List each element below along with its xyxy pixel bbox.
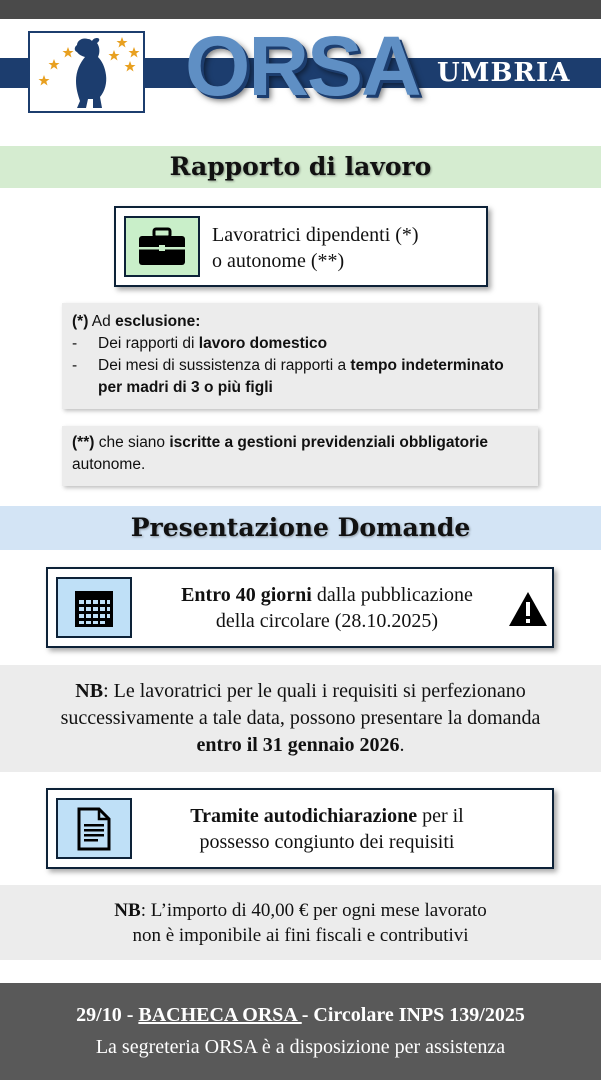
- exclusion-item-text: [98, 333, 327, 355]
- workers-line-1: Lavoratrici dipendenti (*): [212, 224, 419, 246]
- bacheca-orsa-link[interactable]: BACHECA ORSA: [138, 1004, 302, 1026]
- nb-amount-line-1: [0, 898, 601, 923]
- footer-line-2: La segreteria ORSA è a disposizione per assistenza: [95, 1036, 506, 1058]
- note-text: che siano: [94, 434, 170, 451]
- nb-label: NB: [75, 680, 104, 702]
- list-dash: -: [72, 357, 78, 374]
- note-mark: (**): [72, 434, 95, 451]
- deadline-line-2: della circolare (28.10.2025): [215, 610, 439, 632]
- declaration-line-2: possesso congiunto dei requisiti: [199, 831, 455, 853]
- exclusion-item: [72, 333, 528, 355]
- self-declaration-card: [46, 788, 554, 869]
- region-label: UMBRIA: [437, 58, 571, 88]
- orsa-bear-logo: [28, 31, 145, 113]
- exclusion-note: [62, 303, 538, 409]
- footer: [0, 983, 601, 1080]
- intro-bold: esclusione:: [115, 313, 201, 330]
- footer-date: 29/10 -: [76, 1004, 139, 1026]
- item-text: Dei rapporti di: [98, 335, 199, 352]
- note-mark: (*): [72, 313, 89, 330]
- document-icon: [56, 798, 132, 859]
- nb-label: NB: [114, 900, 141, 921]
- exclusion-intro: [72, 311, 528, 333]
- note-bold: iscritte a gestioni previdenziali obbligatorie: [169, 434, 489, 451]
- calendar-icon: [56, 577, 132, 638]
- deadline-bold: Entro 40 giorni: [181, 584, 312, 606]
- top-bar: [0, 0, 601, 19]
- note-text-end: autonome.: [72, 456, 146, 473]
- nb-deadline-note: [0, 665, 601, 772]
- self-employed-note: [62, 426, 538, 486]
- self-declaration-text: [142, 803, 512, 855]
- item-bold: lavoro domestico: [198, 335, 328, 352]
- nb-bold: entro il 31 gennaio 2026: [196, 734, 400, 756]
- exclusion-item: [72, 355, 528, 399]
- nb-amount-text: : L’importo di 40,00 € per ogni mese lavorato: [140, 900, 487, 921]
- section-title-applications: Presentazione Domande: [0, 506, 601, 550]
- item-text: Dei mesi di sussistenza di rapporti a: [98, 357, 351, 374]
- declaration-line-1: [142, 803, 512, 829]
- intro-text: Ad: [88, 313, 116, 330]
- bear-with-stars-icon: [30, 33, 143, 111]
- deadline-rest: dalla pubblicazione: [311, 584, 473, 606]
- section-title-work: Rapporto di lavoro: [0, 146, 601, 188]
- nb-deadline-text: [61, 678, 541, 759]
- workers-card: [114, 206, 488, 287]
- list-dash: -: [72, 335, 78, 352]
- footer-circular: - Circolare INPS 139/2025: [301, 1004, 525, 1026]
- deadline-line-1: [142, 582, 512, 608]
- workers-line-2: o autonome (**): [212, 250, 345, 272]
- declaration-rest: per il: [417, 805, 464, 827]
- nb-amount-line-2: non è imponibile ai fini fiscali e contributivi: [132, 925, 469, 946]
- workers-card-text: [212, 222, 482, 274]
- deadline-card: [46, 567, 554, 648]
- footer-line-1: [0, 1001, 601, 1029]
- briefcase-icon: [124, 216, 200, 277]
- declaration-bold: Tramite autodichiarazione: [190, 805, 418, 827]
- nb-text: : Le lavoratrici per le quali i requisiti si perfezionano successivamente a tale data, possono presentare la domanda: [60, 680, 541, 729]
- nb-end: .: [399, 734, 405, 756]
- item-bold: tempo indeterminato per madri di 3 o più figli: [98, 357, 504, 396]
- warning-icon: [508, 591, 548, 627]
- deadline-text: [142, 582, 512, 634]
- exclusion-item-text: [98, 355, 528, 399]
- nb-amount-note: [0, 885, 601, 960]
- orsa-wordmark: ORSA: [185, 19, 420, 113]
